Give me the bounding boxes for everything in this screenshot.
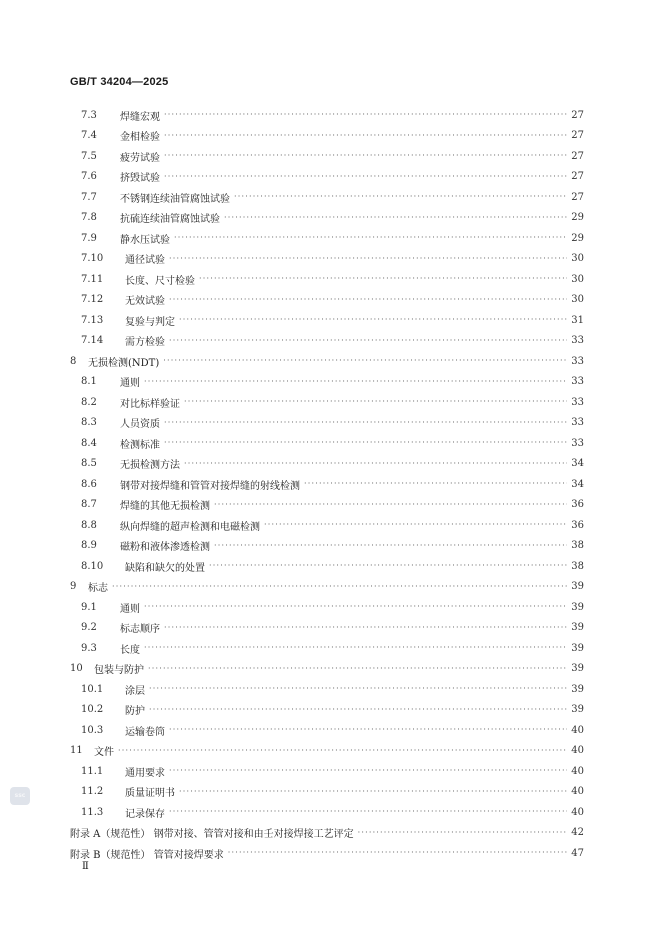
toc-entry-title: 焊缝的其他无损检测: [120, 501, 210, 513]
toc-entry-title: 通用要求: [125, 767, 165, 779]
toc-entry[interactable]: [70, 802, 584, 823]
toc-entry-page: 39: [571, 704, 584, 716]
toc-entry-page: 30: [571, 273, 584, 285]
toc-entry[interactable]: [70, 823, 584, 844]
toc-entry-number: 9.1: [81, 601, 97, 613]
toc-entry-page: 38: [571, 560, 584, 572]
toc-entry-title: 静水压试验: [120, 234, 170, 246]
toc-entry-page: 42: [571, 827, 584, 839]
toc-leader-dots: [234, 187, 567, 207]
toc-leader-dots: [144, 638, 567, 658]
toc-entry-number: 10: [70, 663, 83, 675]
toc-entry-number: 7.5: [81, 150, 97, 162]
toc-entry-page: 40: [571, 765, 584, 777]
toc-entry-number: 8.4: [81, 437, 97, 449]
toc-leader-dots: [169, 249, 567, 269]
toc-leader-dots: [304, 474, 567, 494]
toc-entry[interactable]: [70, 495, 584, 516]
toc-entry-page: 31: [571, 314, 584, 326]
toc-entry[interactable]: [70, 474, 584, 495]
toc-entry-title: 磁粉和液体渗透检测: [120, 542, 210, 554]
toc-leader-dots: [164, 413, 567, 433]
toc-entry-page: 27: [571, 109, 584, 121]
toc-entry[interactable]: [70, 187, 584, 208]
toc-entry-page: 40: [571, 786, 584, 798]
toc-entry-title: 长度、尺寸检验: [125, 275, 195, 287]
toc-entry-page: 27: [571, 130, 584, 142]
toc-entry-page: 34: [571, 478, 584, 490]
toc-entry-page: 27: [571, 171, 584, 183]
toc-entry-title: 疲劳试验: [120, 152, 160, 164]
toc-entry-page: 40: [571, 745, 584, 757]
toc-entry[interactable]: [70, 228, 584, 249]
toc-entry-page: 33: [571, 355, 584, 367]
toc-leader-dots: [164, 167, 567, 187]
toc-entry-title: 附录 B（规范性） 管管对接焊要求: [70, 849, 224, 861]
toc-entry-number: 10.2: [81, 704, 104, 716]
toc-entry-number: 8.7: [81, 499, 97, 511]
toc-entry-page: 36: [571, 499, 584, 511]
toc-entry-title: 标志: [88, 583, 108, 595]
toc-entry-title: 标志顺序: [120, 624, 160, 636]
toc-entry-title: 涂层: [125, 685, 145, 697]
toc-entry-title: 运输卷筒: [125, 726, 165, 738]
toc-leader-dots: [164, 146, 567, 166]
toc-leader-dots: [164, 433, 567, 453]
toc-entry-title: 长度: [120, 644, 140, 656]
toc-entry-title: 质量证明书: [125, 788, 175, 800]
page-number-footer: Ⅱ: [82, 861, 89, 872]
toc-entry[interactable]: [70, 167, 584, 188]
toc-entry-title: 金相检验: [120, 132, 160, 144]
toc-entry-number: 11: [70, 745, 83, 757]
toc-entry[interactable]: [70, 105, 584, 126]
toc-leader-dots: [169, 290, 567, 310]
toc-entry[interactable]: [70, 556, 584, 577]
toc-entry[interactable]: [70, 126, 584, 147]
table-of-contents: [70, 105, 584, 864]
toc-entry[interactable]: [70, 290, 584, 311]
toc-leader-dots: [209, 556, 567, 576]
toc-leader-dots: [179, 310, 567, 330]
toc-entry-number: 11.3: [81, 806, 104, 818]
toc-entry-page: 39: [571, 683, 584, 695]
toc-leader-dots: [169, 331, 567, 351]
toc-entry-number: 7.6: [81, 171, 97, 183]
toc-leader-dots: [164, 618, 567, 638]
toc-entry-number: 11.2: [81, 786, 104, 798]
watermark-logo: ssc: [10, 787, 30, 805]
toc-entry-page: 40: [571, 724, 584, 736]
toc-entry-title: 无损检测(NDT): [88, 357, 160, 369]
toc-entry-page: 33: [571, 417, 584, 429]
toc-entry[interactable]: [70, 720, 584, 741]
toc-entry-page: 38: [571, 540, 584, 552]
toc-leader-dots: [214, 495, 567, 515]
toc-entry-number: 8.2: [81, 396, 97, 408]
toc-entry-number: 7.8: [81, 212, 97, 224]
toc-entry-page: 34: [571, 458, 584, 470]
toc-leader-dots: [184, 454, 567, 474]
toc-entry-title: 无损检测方法: [120, 460, 180, 472]
toc-entry-page: 33: [571, 437, 584, 449]
toc-entry[interactable]: [70, 146, 584, 167]
toc-entry-title: 包装与防护: [94, 665, 144, 677]
toc-entry[interactable]: [70, 351, 584, 372]
toc-entry-page: 39: [571, 601, 584, 613]
toc-entry[interactable]: [70, 843, 584, 864]
toc-entry[interactable]: [70, 331, 584, 352]
toc-leader-dots: [163, 351, 567, 371]
toc-leader-dots: [112, 577, 567, 597]
toc-entry-title: 不锈钢连续油管腐蚀试验: [120, 193, 230, 205]
toc-entry-number: 9.3: [81, 642, 97, 654]
toc-leader-dots: [149, 700, 567, 720]
toc-entry[interactable]: [70, 515, 584, 536]
toc-entry-title: 焊缝宏观: [120, 111, 160, 123]
toc-entry-number: 7.9: [81, 232, 97, 244]
toc-entry-page: 39: [571, 663, 584, 675]
toc-entry-title: 纵向焊缝的超声检测和电磁检测: [120, 521, 260, 533]
toc-leader-dots: [184, 392, 567, 412]
toc-leader-dots: [169, 802, 567, 822]
toc-entry-title: 需方检验: [125, 337, 165, 349]
toc-entry[interactable]: [70, 638, 584, 659]
toc-entry-title: 通径试验: [125, 255, 165, 267]
toc-leader-dots: [224, 208, 567, 228]
toc-entry-page: 33: [571, 396, 584, 408]
toc-entry-title: 人员资质: [120, 419, 160, 431]
toc-leader-dots: [358, 823, 567, 843]
toc-entry-number: 8: [70, 355, 77, 367]
toc-entry-number: 8.1: [81, 376, 97, 388]
toc-entry-page: 36: [571, 519, 584, 531]
toc-entry[interactable]: [70, 249, 584, 270]
toc-entry-number: 7.13: [81, 314, 104, 326]
toc-entry-page: 30: [571, 294, 584, 306]
toc-entry-number: 8.8: [81, 519, 97, 531]
toc-entry-title: 附录 A（规范性） 钢带对接、管管对接和由壬对接焊接工艺评定: [70, 829, 354, 841]
toc-leader-dots: [149, 679, 567, 699]
toc-entry[interactable]: [70, 536, 584, 557]
toc-entry-number: 10.3: [81, 724, 104, 736]
toc-entry[interactable]: [70, 741, 584, 762]
toc-entry-number: 8.3: [81, 417, 97, 429]
toc-entry-title: 无效试验: [125, 296, 165, 308]
toc-entry-number: 8.10: [81, 560, 104, 572]
toc-leader-dots: [174, 228, 567, 248]
toc-entry-number: 7.11: [81, 273, 104, 285]
toc-entry-page: 29: [571, 232, 584, 244]
toc-entry-title: 对比标样验证: [120, 398, 180, 410]
toc-entry-title: 抗硫连续油管腐蚀试验: [120, 214, 220, 226]
toc-entry[interactable]: [70, 208, 584, 229]
toc-entry-number: 11.1: [81, 765, 104, 777]
toc-entry-page: 40: [571, 806, 584, 818]
toc-leader-dots: [169, 720, 567, 740]
toc-entry-page: 27: [571, 150, 584, 162]
toc-leader-dots: [144, 372, 567, 392]
toc-entry[interactable]: [70, 618, 584, 639]
toc-entry-title: 挤毁试验: [120, 173, 160, 185]
toc-leader-dots: [264, 515, 567, 535]
toc-entry-page: 29: [571, 212, 584, 224]
toc-entry-page: 30: [571, 253, 584, 265]
toc-leader-dots: [228, 843, 567, 863]
toc-entry-page: 39: [571, 622, 584, 634]
toc-entry[interactable]: [70, 310, 584, 331]
toc-entry-page: 47: [571, 847, 584, 859]
toc-entry[interactable]: [70, 761, 584, 782]
toc-entry-number: 7.12: [81, 294, 104, 306]
toc-entry[interactable]: [70, 679, 584, 700]
toc-entry-title: 复验与判定: [125, 316, 175, 328]
toc-leader-dots: [144, 597, 567, 617]
toc-entry[interactable]: [70, 597, 584, 618]
toc-entry-page: 33: [571, 335, 584, 347]
toc-entry-number: 7.4: [81, 130, 97, 142]
toc-entry[interactable]: [70, 372, 584, 393]
toc-entry-page: 33: [571, 376, 584, 388]
toc-entry-number: 9.2: [81, 622, 97, 634]
toc-entry[interactable]: [70, 577, 584, 598]
toc-entry-number: 7.7: [81, 191, 97, 203]
toc-entry-title: 缺陷和缺欠的处置: [125, 562, 205, 574]
toc-entry-title: 检测标准: [120, 439, 160, 451]
toc-leader-dots: [179, 782, 567, 802]
toc-entry-title: 记录保存: [125, 808, 165, 820]
toc-entry-number: 9: [70, 581, 77, 593]
toc-entry-title: 通则: [120, 378, 140, 390]
toc-entry[interactable]: [70, 454, 584, 475]
standard-number-header: GB/T 34204—2025: [70, 76, 169, 88]
toc-entry-page: 27: [571, 191, 584, 203]
toc-leader-dots: [169, 761, 567, 781]
toc-entry-number: 8.9: [81, 540, 97, 552]
toc-entry-number: 8.5: [81, 458, 97, 470]
toc-entry-number: 7.10: [81, 253, 104, 265]
toc-entry[interactable]: [70, 269, 584, 290]
toc-leader-dots: [118, 741, 567, 761]
toc-leader-dots: [164, 105, 567, 125]
toc-entry-title: 钢带对接焊缝和管管对接焊缝的射线检测: [120, 480, 300, 492]
toc-entry-title: 文件: [94, 747, 114, 759]
toc-leader-dots: [148, 659, 567, 679]
toc-entry-number: 7.14: [81, 335, 104, 347]
toc-entry-number: 7.3: [81, 109, 97, 121]
toc-entry-number: 10.1: [81, 683, 104, 695]
toc-entry[interactable]: [70, 782, 584, 803]
toc-entry[interactable]: [70, 659, 584, 680]
toc-entry[interactable]: [70, 392, 584, 413]
toc-leader-dots: [164, 126, 567, 146]
toc-entry-page: 39: [571, 642, 584, 654]
toc-entry-title: 防护: [125, 706, 145, 718]
toc-leader-dots: [214, 536, 567, 556]
toc-entry[interactable]: [70, 433, 584, 454]
toc-entry[interactable]: [70, 700, 584, 721]
toc-entry-title: 通则: [120, 603, 140, 615]
toc-leader-dots: [199, 269, 567, 289]
toc-entry-page: 39: [571, 581, 584, 593]
toc-entry-number: 8.6: [81, 478, 97, 490]
toc-entry[interactable]: [70, 413, 584, 434]
